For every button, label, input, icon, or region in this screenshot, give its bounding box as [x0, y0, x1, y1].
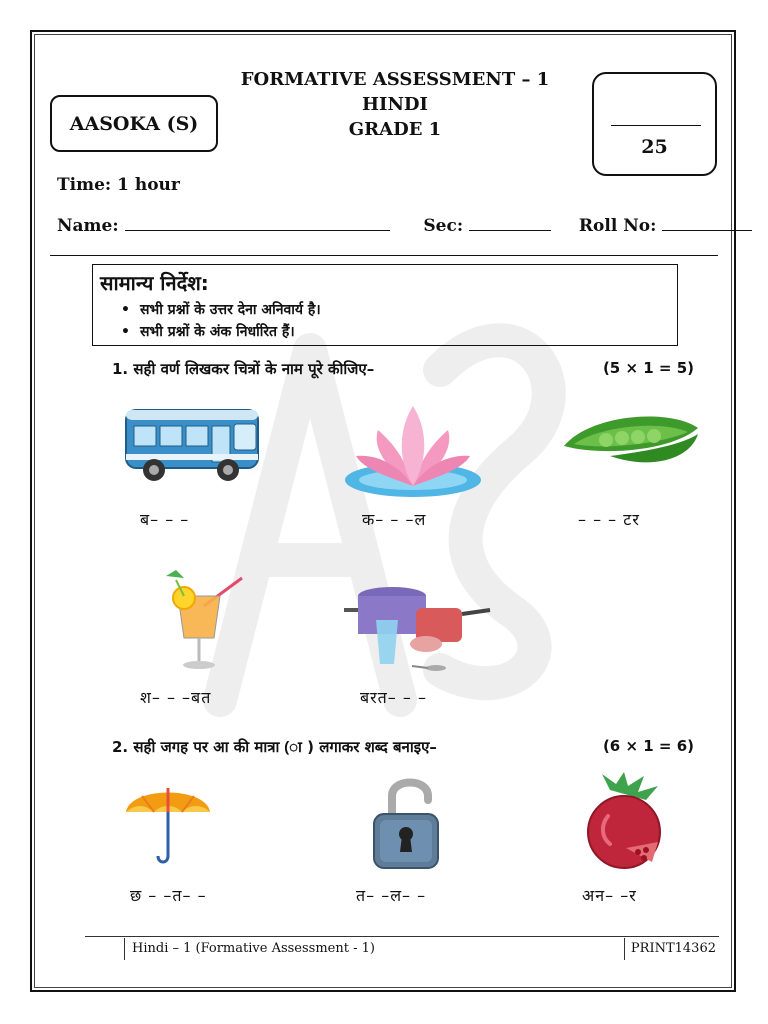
name-label: Name: [57, 216, 119, 236]
lock-word: त– –ल– – [356, 886, 427, 905]
sec-blank[interactable] [469, 216, 551, 231]
title-block [230, 67, 560, 142]
instructions-list [121, 299, 321, 343]
footer-divider [85, 936, 719, 937]
juice-picture [160, 566, 246, 674]
school-name-box: AASOKA (S) [50, 95, 218, 152]
question-2-marks: (6 × 1 = 6) [602, 737, 694, 755]
marks-box [592, 72, 717, 176]
utensils-word: बरत– – – [360, 688, 427, 707]
sec-label: Sec: [423, 216, 464, 236]
bus-picture [122, 402, 267, 484]
juice-word: श– – –बत [140, 688, 212, 707]
footer-print-code: PRINT14362 [624, 938, 716, 960]
umbrella-word: छ – –त– – [130, 886, 207, 905]
pomegranate-picture [580, 772, 666, 872]
umbrella-picture [122, 776, 214, 868]
pomegranate-word: अन– –र [582, 886, 637, 905]
lotus-picture [342, 400, 484, 500]
instructions-title: सामान्य निर्देश: [100, 271, 209, 295]
time-label: Time: 1 hour [57, 175, 180, 195]
utensils-picture [342, 574, 492, 674]
lock-picture [370, 776, 442, 872]
assessment-title: FORMATIVE ASSESSMENT – 1 [240, 69, 550, 90]
peas-word: – – – टर [578, 510, 640, 529]
question-2-text: 2. सही जगह पर आ की मात्रा (ा ) लगाकर शब्द बनाइए– [112, 738, 437, 756]
name-blank[interactable] [125, 216, 390, 231]
peas-picture [560, 406, 702, 472]
lotus-word: क– – –ल [362, 510, 427, 529]
roll-label: Roll No: [578, 216, 657, 236]
roll-blank[interactable] [662, 216, 752, 231]
general-instructions-box [92, 264, 678, 346]
student-info-row [57, 216, 752, 236]
question-1-marks: (5 × 1 = 5) [602, 359, 694, 377]
instruction-item: • सभी प्रश्नों के अंक निर्धारित हैं। [121, 321, 321, 343]
instruction-item: • सभी प्रश्नों के उत्तर देना अनिवार्य है। [121, 299, 321, 321]
header-divider [50, 255, 718, 256]
grade-title: GRADE 1 [348, 119, 442, 140]
subject-title: HINDI [362, 94, 428, 115]
marks-score-line [611, 125, 701, 126]
total-marks: 25 [641, 136, 668, 158]
question-1-text: 1. सही वर्ण लिखकर चित्रों के नाम पूरे कीजिए– [112, 360, 375, 378]
footer-subject: Hindi – 1 (Formative Assessment - 1) [124, 938, 375, 960]
bus-word: ब– – – [140, 510, 190, 529]
